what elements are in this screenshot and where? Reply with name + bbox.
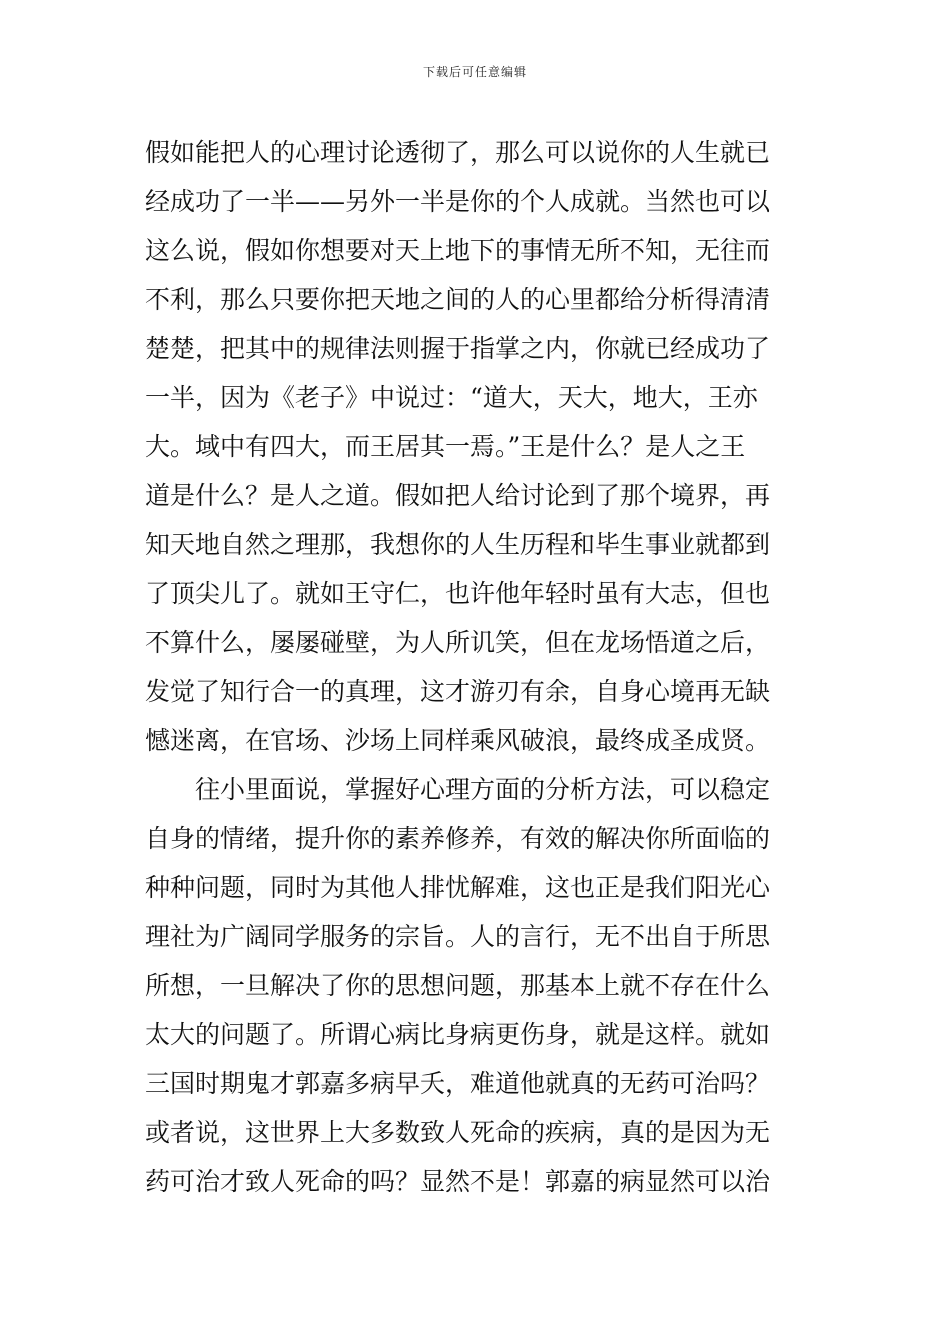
- text-line: 发觉了知行合一的真理，这才游刃有余，自身心境再无缺: [145, 677, 771, 706]
- text-line: 楚楚，把其中的规律法则握于指掌之内，你就已经成功了: [145, 334, 771, 363]
- text-line: 或者说，这世界上大多数致人死命的疾病，真的是因为无: [145, 1118, 771, 1147]
- text-line: 不算什么，屡屡碰壁，为人所讥笑，但在龙场悟道之后，: [145, 628, 771, 657]
- body-text: [145, 128, 809, 1206]
- text-line: 经成功了一半——另外一半是你的个人成就。当然也可以: [145, 187, 771, 216]
- text-line: 太大的问题了。所谓心病比身病更伤身，就是这样。就如: [145, 1020, 771, 1049]
- text-line: 药可治才致人死命的吗？显然不是！郭嘉的病显然可以治: [145, 1167, 771, 1196]
- text-line: 大。域中有四大，而王居其一焉。”王是什么？是人之王: [145, 432, 746, 461]
- text-line: 这么说，假如你想要对天上地下的事情无所不知，无往而: [145, 236, 771, 265]
- text-line: 所想，一旦解决了你的思想问题，那基本上就不存在什么: [145, 971, 771, 1000]
- text-line: 三国时期鬼才郭嘉多病早夭，难道他就真的无药可治吗？: [145, 1069, 771, 1098]
- text-line: 种种问题，同时为其他人排忧解难，这也正是我们阳光心: [145, 873, 771, 902]
- text-line: 自身的情绪，提升你的素养修养，有效的解决你所面临的: [145, 824, 771, 853]
- page-header: 下载后可任意编辑: [422, 65, 527, 79]
- text-line: 憾迷离，在官场、沙场上同样乘风破浪，最终成圣成贤。: [145, 726, 771, 755]
- text-line: 知天地自然之理那，我想你的人生历程和毕生事业就都到: [145, 530, 771, 559]
- text-line: 假如能把人的心理讨论透彻了，那么可以说你的人生就已: [145, 138, 771, 167]
- text-line: 不利，那么只要你把天地之间的人的心里都给分析得清清: [145, 285, 771, 314]
- text-line: 道是什么？是人之道。假如把人给讨论到了那个境界，再: [145, 481, 771, 510]
- text-line: 一半，因为《老子》中说过：“道大，天大，地大，王亦: [145, 383, 758, 412]
- text-line: 了顶尖儿了。就如王守仁，也许他年轻时虽有大志，但也: [145, 579, 771, 608]
- text-line: 理社为广阔同学服务的宗旨。人的言行，无不出自于所思: [145, 922, 771, 951]
- text-line: 往小里面说，掌握好心理方面的分析方法，可以稳定: [145, 775, 771, 804]
